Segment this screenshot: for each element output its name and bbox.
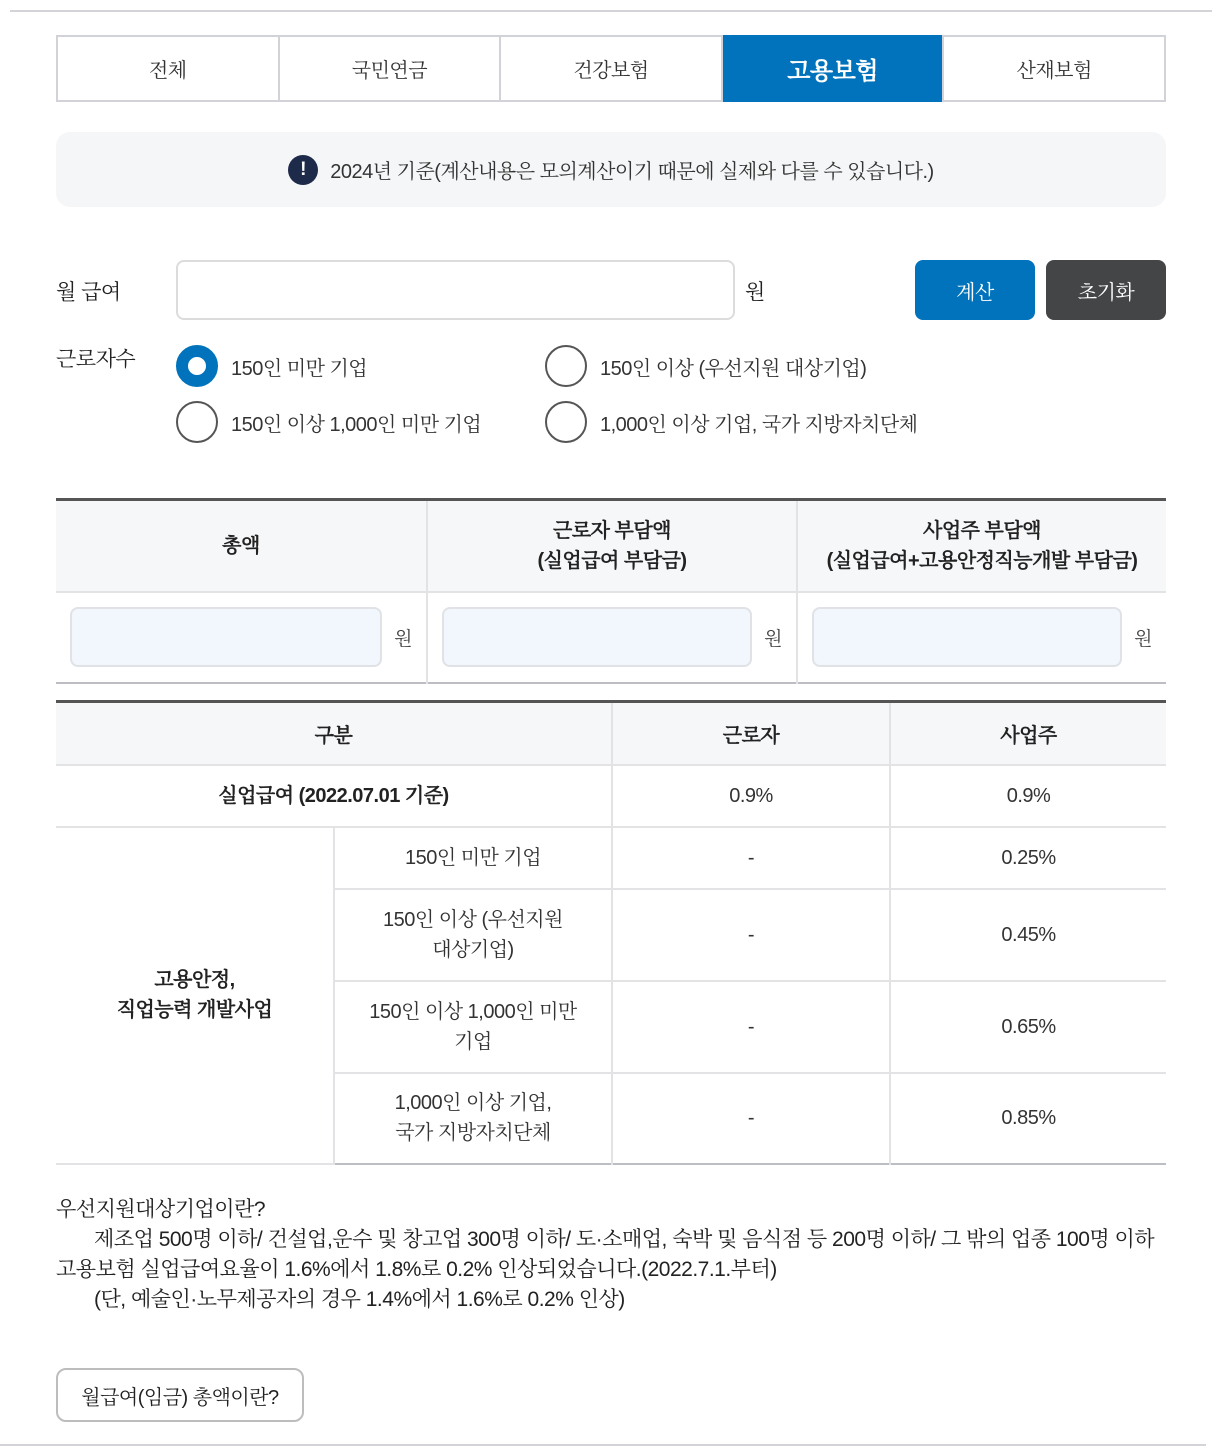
row-label: 150인 미만 기업 xyxy=(334,827,612,889)
radio-over-1000-government[interactable] xyxy=(545,401,918,443)
group-label: 고용안정, 직업능력 개발사업 xyxy=(56,827,334,1164)
reset-button[interactable]: 초기화 xyxy=(1046,260,1166,320)
row-label: 150인 이상 1,000인 미만 기업 xyxy=(334,981,612,1073)
priority-title: 우선지원대상기업이란? xyxy=(56,1198,266,1221)
radio-under-150[interactable] xyxy=(176,345,367,387)
employer-amount-output xyxy=(812,607,1122,667)
salary-unit: 원 xyxy=(745,281,765,304)
radio-label: 1,000인 이상 기업, 국가 지방자치단체 xyxy=(600,413,918,436)
radio-unchecked-icon[interactable] xyxy=(545,345,587,387)
salary-input[interactable] xyxy=(176,260,735,320)
worker-rate: - xyxy=(612,981,890,1073)
radio-checked-icon[interactable] xyxy=(176,345,218,387)
radio-label: 150인 미만 기업 xyxy=(231,357,368,380)
insurance-tabs xyxy=(56,35,1166,102)
workers-label: 근로자수 xyxy=(56,348,136,371)
radio-label: 150인 이상 1,000인 미만 기업 xyxy=(231,413,482,436)
employer-rate: 0.65% xyxy=(890,981,1166,1073)
header-category: 구분 xyxy=(56,702,612,765)
tab-national-pension[interactable]: 국민연금 xyxy=(280,37,502,100)
tab-all[interactable]: 전체 xyxy=(58,37,280,100)
worker-rate: - xyxy=(612,889,890,981)
table-row xyxy=(56,765,1166,827)
bottom-divider xyxy=(0,1444,1206,1446)
header-total: 총액 xyxy=(56,500,427,592)
unit-label: 원 xyxy=(394,628,412,650)
header-worker: 근로자 xyxy=(612,702,890,765)
radio-label: 150인 이상 (우선지원 대상기업) xyxy=(600,357,867,380)
employer-rate: 0.25% xyxy=(890,827,1166,889)
rate-table xyxy=(56,700,1166,1165)
exclamation-icon: ! xyxy=(288,155,318,185)
rate-change-note: 고용보험 실업급여요율이 1.6%에서 1.8%로 0.2% 인상되었습니다.(2022.7.1.부터) xyxy=(56,1258,777,1281)
rate-change-subnote: (단, 예술인·노무제공자의 경우 1.4%에서 1.6%로 0.2% 인상) xyxy=(94,1288,625,1311)
worker-rate: - xyxy=(612,827,890,889)
notes-section xyxy=(56,1195,1166,1315)
header-employer: 사업주 xyxy=(890,702,1166,765)
notice-text: 2024년 기준(계산내용은 모의계산이기 때문에 실제와 다를 수 있습니다.) xyxy=(330,161,934,183)
total-amount-output xyxy=(70,607,382,667)
header-employer-amount: 사업주 부담액 (실업급여+고용안정직능개발 부담금) xyxy=(797,500,1166,592)
calculate-button[interactable]: 계산 xyxy=(915,260,1035,320)
tab-employment-insurance[interactable]: 고용보험 xyxy=(723,35,945,102)
radio-150-priority[interactable] xyxy=(545,345,866,387)
employer-rate: 0.9% xyxy=(890,765,1166,827)
salary-label: 월 급여 xyxy=(56,281,121,304)
tab-health-insurance[interactable]: 건강보험 xyxy=(501,37,723,100)
salary-total-info-button[interactable]: 월급여(임금) 총액이란? xyxy=(56,1368,304,1422)
result-table xyxy=(56,498,1166,684)
radio-unchecked-icon[interactable] xyxy=(545,401,587,443)
radio-150-to-1000[interactable] xyxy=(176,401,481,443)
employer-rate: 0.45% xyxy=(890,889,1166,981)
employer-rate: 0.85% xyxy=(1001,1107,1056,1129)
tab-industrial-accident-insurance[interactable]: 산재보험 xyxy=(944,37,1164,100)
row-label: 실업급여 (2022.07.01 기준) xyxy=(56,765,612,827)
table-row xyxy=(56,827,1166,889)
notice-banner xyxy=(56,132,1166,207)
row-label: 1,000인 이상 기업, 국가 지방자치단체 xyxy=(334,1073,612,1164)
worker-rate: 0.9% xyxy=(612,765,890,827)
worker-rate: - xyxy=(612,1073,890,1164)
worker-amount-output xyxy=(442,607,752,667)
header-worker-amount: 근로자 부담액 (실업급여 부담금) xyxy=(427,500,797,592)
unit-label: 원 xyxy=(764,628,782,650)
unit-label: 원 xyxy=(1134,628,1152,650)
radio-unchecked-icon[interactable] xyxy=(176,401,218,443)
priority-description: 제조업 500명 이하/ 건설업,운수 및 창고업 300명 이하/ 도·소매업, 숙박 및 음식점 등 200명 이하/ 그 밖의 업종 100명 이하 xyxy=(94,1228,1155,1251)
row-label: 150인 이상 (우선지원 대상기업) xyxy=(334,889,612,981)
top-divider xyxy=(10,10,1212,12)
